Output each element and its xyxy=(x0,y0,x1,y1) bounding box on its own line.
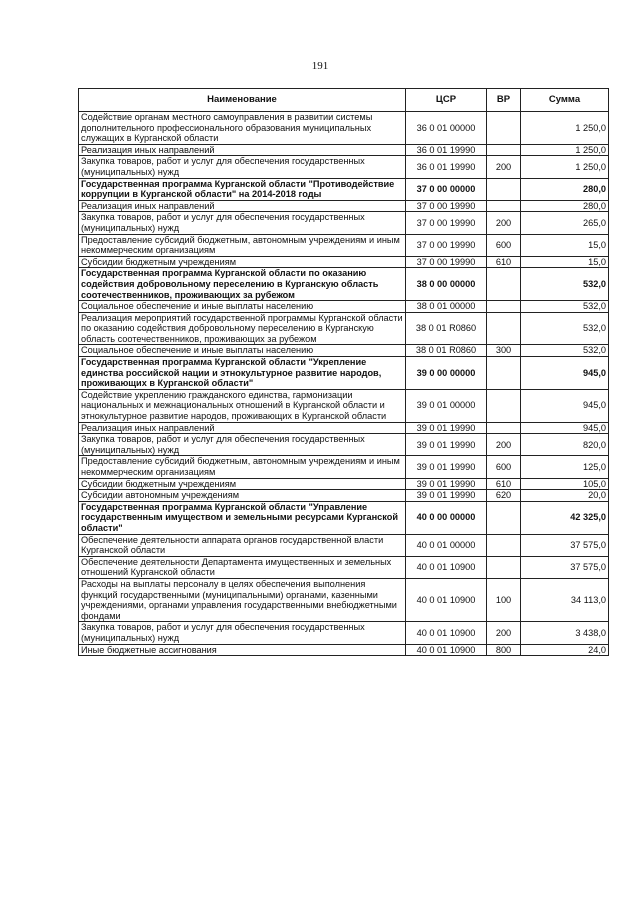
cell-csr: 38 0 01 R0860 xyxy=(406,312,487,345)
cell-vr: 200 xyxy=(487,156,521,178)
cell-csr: 40 0 01 10900 xyxy=(406,644,487,656)
cell-sum: 105,0 xyxy=(521,478,609,490)
header-name: Наименование xyxy=(79,89,406,112)
cell-sum: 532,0 xyxy=(521,301,609,313)
cell-sum: 945,0 xyxy=(521,422,609,434)
cell-vr xyxy=(487,268,521,301)
cell-vr: 800 xyxy=(487,644,521,656)
cell-sum: 280,0 xyxy=(521,200,609,212)
table-row xyxy=(79,456,609,478)
cell-vr xyxy=(487,389,521,422)
cell-csr: 38 0 01 R0860 xyxy=(406,345,487,357)
cell-sum: 37 575,0 xyxy=(521,534,609,556)
table-header-row xyxy=(79,89,609,112)
table-row xyxy=(79,234,609,256)
cell-name: Государственная программа Курганской области "Укрепление единства российской нации и этнокультурное развитие народов, проживающих в Курганской области" xyxy=(79,357,406,390)
cell-csr: 39 0 01 19990 xyxy=(406,478,487,490)
cell-sum: 1 250,0 xyxy=(521,156,609,178)
cell-sum: 3 438,0 xyxy=(521,622,609,644)
cell-csr: 38 0 00 00000 xyxy=(406,268,487,301)
cell-name: Расходы на выплаты персоналу в целях обеспечения выполнения функций государственными (муниципальными) органами, казенными учреждениями, органами управления государственными внебюджетными фондами xyxy=(79,578,406,621)
cell-name: Содействие укреплению гражданского единства, гармонизации национальных и межнациональных отношений в Курганской области и этнокультурное развитие народов, проживающих в Курганской области xyxy=(79,389,406,422)
cell-name: Субсидии бюджетным учреждениям xyxy=(79,478,406,490)
cell-name: Закупка товаров, работ и услуг для обеспечения государственных (муниципальных) нужд xyxy=(79,212,406,234)
cell-sum: 15,0 xyxy=(521,256,609,268)
table-row xyxy=(79,478,609,490)
cell-vr xyxy=(487,301,521,313)
cell-sum: 532,0 xyxy=(521,312,609,345)
cell-vr: 600 xyxy=(487,234,521,256)
cell-vr: 620 xyxy=(487,490,521,502)
cell-name: Закупка товаров, работ и услуг для обеспечения государственных (муниципальных) нужд xyxy=(79,434,406,456)
cell-vr: 100 xyxy=(487,578,521,621)
cell-csr: 38 0 01 00000 xyxy=(406,301,487,313)
table-row xyxy=(79,178,609,200)
cell-csr: 36 0 01 00000 xyxy=(406,112,487,145)
cell-vr: 200 xyxy=(487,622,521,644)
table-row xyxy=(79,112,609,145)
table-body xyxy=(79,112,609,656)
cell-vr: 610 xyxy=(487,256,521,268)
table-row xyxy=(79,389,609,422)
cell-sum: 1 250,0 xyxy=(521,112,609,145)
header-csr: ЦСР xyxy=(406,89,487,112)
cell-name: Предоставление субсидий бюджетным, автономным учреждениям и иным некоммерческим организациям xyxy=(79,456,406,478)
table-row xyxy=(79,622,609,644)
cell-sum: 15,0 xyxy=(521,234,609,256)
table-row xyxy=(79,501,609,534)
cell-name: Обеспечение деятельности Департамента имущественных и земельных отношений Курганской области xyxy=(79,556,406,578)
cell-name: Субсидии автономным учреждениям xyxy=(79,490,406,502)
header-vr: ВР xyxy=(487,89,521,112)
cell-name: Предоставление субсидий бюджетным, автономным учреждениям и иным некоммерческим организациям xyxy=(79,234,406,256)
cell-name: Содействие органам местного самоуправления в развитии системы дополнительного профессионального образования муниципальных служащих в Курганской области xyxy=(79,112,406,145)
cell-csr: 39 0 01 19990 xyxy=(406,434,487,456)
table-row xyxy=(79,256,609,268)
cell-vr xyxy=(487,144,521,156)
cell-csr: 37 0 00 00000 xyxy=(406,178,487,200)
table-row xyxy=(79,156,609,178)
cell-name: Реализация мероприятий государственной программы Курганской области по оказанию содействия добровольному переселению в Курганскую область соотечественников, проживающих за рубежом xyxy=(79,312,406,345)
cell-csr: 40 0 00 00000 xyxy=(406,501,487,534)
cell-sum: 820,0 xyxy=(521,434,609,456)
cell-name: Реализация иных направлений xyxy=(79,144,406,156)
cell-name: Закупка товаров, работ и услуг для обеспечения государственных (муниципальных) нужд xyxy=(79,156,406,178)
cell-sum: 265,0 xyxy=(521,212,609,234)
header-sum: Сумма xyxy=(521,89,609,112)
cell-sum: 34 113,0 xyxy=(521,578,609,621)
cell-vr xyxy=(487,556,521,578)
cell-vr: 200 xyxy=(487,212,521,234)
cell-vr xyxy=(487,501,521,534)
cell-sum: 1 250,0 xyxy=(521,144,609,156)
cell-csr: 40 0 01 10900 xyxy=(406,622,487,644)
cell-sum: 945,0 xyxy=(521,389,609,422)
cell-name: Обеспечение деятельности аппарата органов государственной власти Курганской области xyxy=(79,534,406,556)
cell-sum: 20,0 xyxy=(521,490,609,502)
cell-vr xyxy=(487,200,521,212)
cell-csr: 39 0 01 00000 xyxy=(406,389,487,422)
table-row xyxy=(79,434,609,456)
cell-sum: 24,0 xyxy=(521,644,609,656)
table-row xyxy=(79,268,609,301)
cell-csr: 40 0 01 10900 xyxy=(406,556,487,578)
cell-sum: 42 325,0 xyxy=(521,501,609,534)
table-row xyxy=(79,490,609,502)
cell-name: Социальное обеспечение и иные выплаты населению xyxy=(79,301,406,313)
cell-csr: 39 0 01 19990 xyxy=(406,490,487,502)
table-row xyxy=(79,312,609,345)
table-row xyxy=(79,644,609,656)
cell-vr: 600 xyxy=(487,456,521,478)
cell-name: Субсидии бюджетным учреждениям xyxy=(79,256,406,268)
cell-sum: 125,0 xyxy=(521,456,609,478)
table-row xyxy=(79,345,609,357)
cell-csr: 37 0 00 19990 xyxy=(406,234,487,256)
cell-vr xyxy=(487,112,521,145)
table-row xyxy=(79,578,609,621)
cell-vr xyxy=(487,357,521,390)
table-row xyxy=(79,301,609,313)
cell-name: Иные бюджетные ассигнования xyxy=(79,644,406,656)
cell-csr: 36 0 01 19990 xyxy=(406,144,487,156)
cell-csr: 37 0 00 19990 xyxy=(406,200,487,212)
cell-sum: 945,0 xyxy=(521,357,609,390)
table-row xyxy=(79,422,609,434)
cell-csr: 39 0 01 19990 xyxy=(406,456,487,478)
table-row xyxy=(79,200,609,212)
table-row xyxy=(79,534,609,556)
cell-csr: 37 0 00 19990 xyxy=(406,256,487,268)
cell-vr xyxy=(487,422,521,434)
cell-sum: 280,0 xyxy=(521,178,609,200)
cell-sum: 532,0 xyxy=(521,268,609,301)
table-row xyxy=(79,212,609,234)
table-row xyxy=(79,556,609,578)
cell-vr: 200 xyxy=(487,434,521,456)
cell-csr: 39 0 00 00000 xyxy=(406,357,487,390)
cell-vr xyxy=(487,312,521,345)
cell-name: Государственная программа Курганской области по оказанию содействия добровольному переселению в Курганскую область соотечественников, проживающих за рубежом xyxy=(79,268,406,301)
cell-csr: 36 0 01 19990 xyxy=(406,156,487,178)
cell-vr: 610 xyxy=(487,478,521,490)
cell-name: Государственная программа Курганской области "Управление государственным имуществом и земельными ресурсами Курганской области" xyxy=(79,501,406,534)
cell-vr xyxy=(487,534,521,556)
cell-vr xyxy=(487,178,521,200)
cell-name: Социальное обеспечение и иные выплаты населению xyxy=(79,345,406,357)
cell-sum: 37 575,0 xyxy=(521,556,609,578)
page-number: 191 xyxy=(311,60,329,72)
cell-name: Закупка товаров, работ и услуг для обеспечения государственных (муниципальных) нужд xyxy=(79,622,406,644)
cell-name: Реализация иных направлений xyxy=(79,200,406,212)
cell-csr: 39 0 01 19990 xyxy=(406,422,487,434)
cell-csr: 40 0 01 00000 xyxy=(406,534,487,556)
cell-vr: 300 xyxy=(487,345,521,357)
cell-csr: 40 0 01 10900 xyxy=(406,578,487,621)
cell-csr: 37 0 00 19990 xyxy=(406,212,487,234)
budget-table xyxy=(78,88,609,656)
cell-name: Государственная программа Курганской области "Противодействие коррупции в Курганской области" на 2014-2018 годы xyxy=(79,178,406,200)
cell-sum: 532,0 xyxy=(521,345,609,357)
cell-name: Реализация иных направлений xyxy=(79,422,406,434)
table-row xyxy=(79,144,609,156)
table-row xyxy=(79,357,609,390)
